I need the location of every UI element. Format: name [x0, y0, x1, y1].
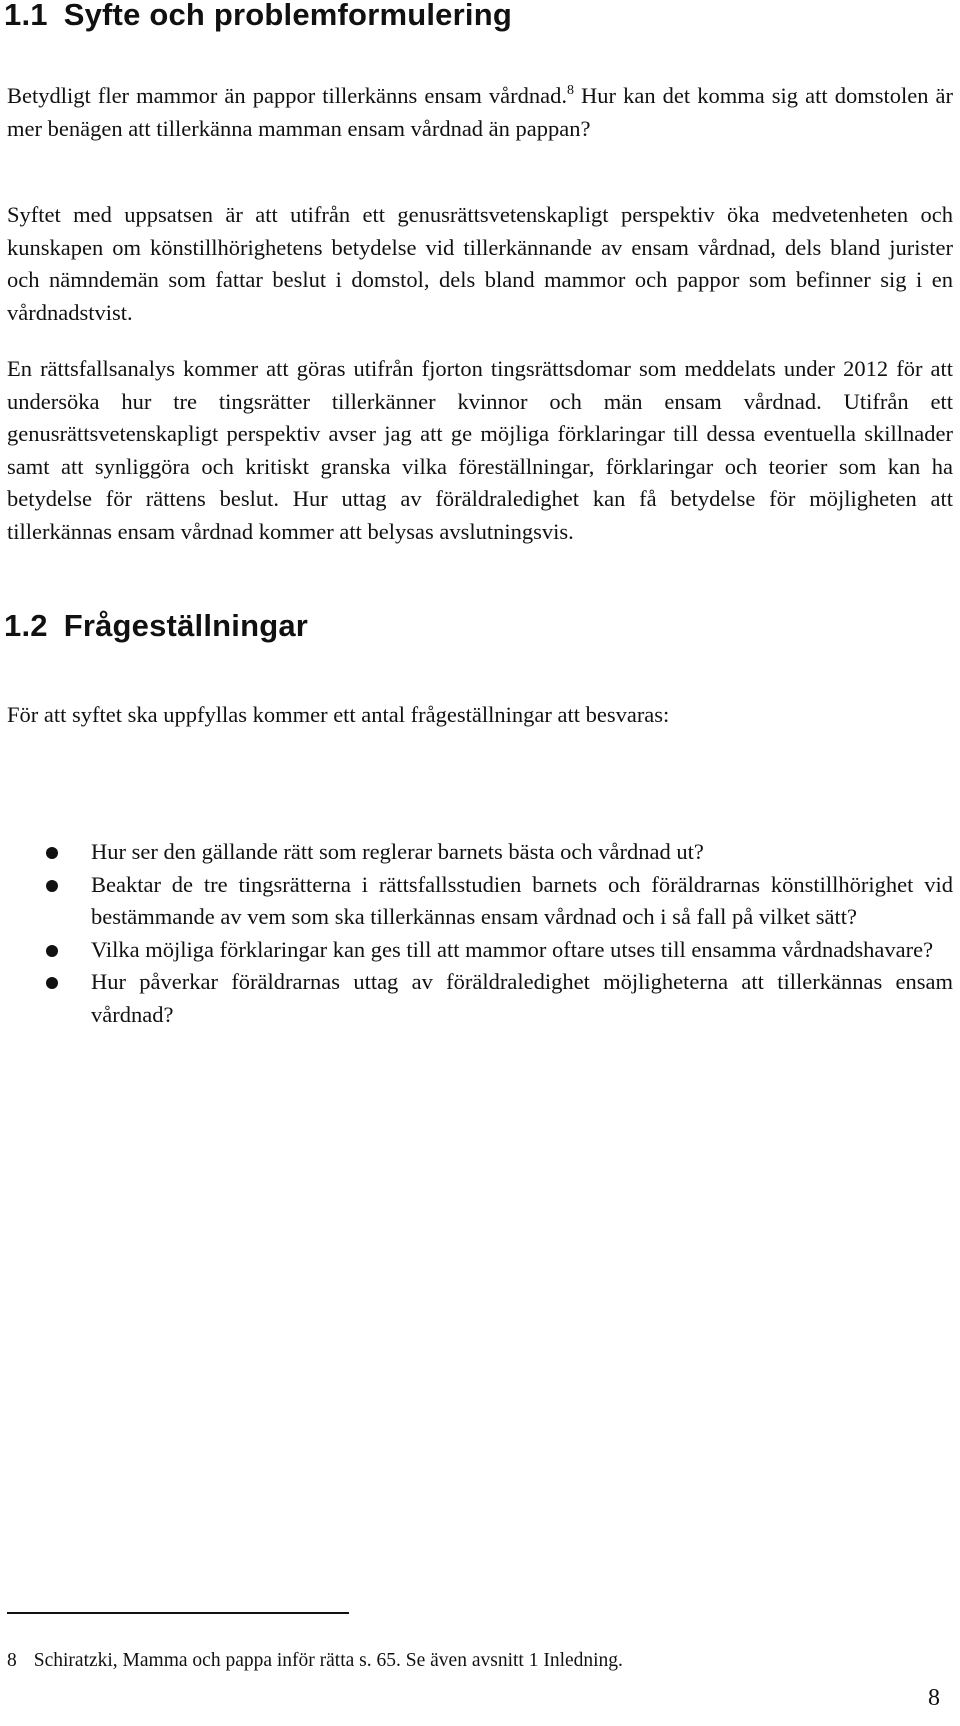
- list-item: [0, 869, 953, 934]
- list-item: [0, 836, 953, 869]
- footnote-divider: [7, 1612, 349, 1614]
- paragraph-questions-intro: För att syftet ska uppfyllas kommer ett antal frågeställningar att besvaras:: [7, 702, 670, 727]
- paragraph-purpose: Syftet med uppsatsen är att utifrån ett genusrättsvetenskapligt perspektiv öka medvetenheten och kunskapen om könstillhörighetens betydelse vid tillerkännande av ensam vårdnad, dels bland jurister och nämndemän som fattar beslut i domstol, dels bland mammor och pappor som befinner sig i en vårdnadstvist.: [7, 202, 953, 325]
- list-item-text: Beaktar de tre tingsrätterna i rättsfallsstudien barnets och föräldrarnas könstillhörighet vid bestämmande av vem som ska tillerkännas ensam vårdnad och i så fall på vilket sätt?: [91, 871, 953, 929]
- list-item-text: Hur ser den gällande rätt som reglerar barnets bästa och vårdnad ut?: [91, 839, 704, 864]
- bullet-icon: [46, 847, 58, 859]
- section-number: 1.2: [4, 608, 48, 643]
- bullet-icon: [46, 945, 58, 957]
- list-item-text: Hur påverkar föräldrarnas uttag av föräldraledighet möjligheterna att tillerkännas ensam vårdnad?: [91, 969, 953, 1027]
- footnote: [7, 1649, 623, 1673]
- footnote-text: Schiratzki, Mamma och pappa inför rätta s. 65. Se även avsnitt 1 Inledning.: [33, 1650, 623, 1671]
- list-item: [0, 966, 953, 1031]
- section-number: 1.1: [4, 0, 48, 32]
- paragraph-method: En rättsfallsanalys kommer att göras utifrån fjorton tingsrättsdomar som meddelats under 2012 för att undersöka hur tre tingsrätter tillerkänner kvinnor och män ensam vårdnad. Utifrån ett genusrättsvetenskapligt perspektiv avser jag att ge möjliga förklaringar till dessa eventuella skillnader samt att synliggöra och kritiskt granska vilka föreställningar, förklaringar och teorier som kan ha betydelse för rättens beslut. Hur uttag av föräldraledighet kan få betydelse för möjligheten att tillerkännas ensam vårdnad kommer att belysas avslutningsvis.: [7, 356, 953, 544]
- page-number: 8: [928, 1685, 940, 1711]
- footnote-number: 8: [7, 1650, 17, 1671]
- section-title: Syfte och problemformulering: [63, 0, 512, 32]
- section-heading-syfte: [4, 0, 512, 33]
- question-list: [0, 836, 960, 1031]
- footnote-reference[interactable]: 8: [566, 83, 574, 98]
- section-heading-fragestallningar: [4, 608, 308, 644]
- paragraph-intro: [7, 80, 953, 145]
- paragraph-text: Hur kan det komma sig att domstolen är mer benägen att tillerkänna mamman ensam vårdnad än pappan?: [7, 83, 953, 141]
- bullet-icon: [46, 880, 58, 892]
- bullet-icon: [46, 977, 58, 989]
- paragraph-text: Betydligt fler mammor än pappor tillerkänns ensam vårdnad.: [7, 83, 567, 108]
- section-title: Frågeställningar: [63, 608, 309, 643]
- list-item: [0, 934, 953, 967]
- list-item-text: Vilka möjliga förklaringar kan ges till att mammor oftare utses till ensamma vårdnadshavare?: [91, 936, 934, 962]
